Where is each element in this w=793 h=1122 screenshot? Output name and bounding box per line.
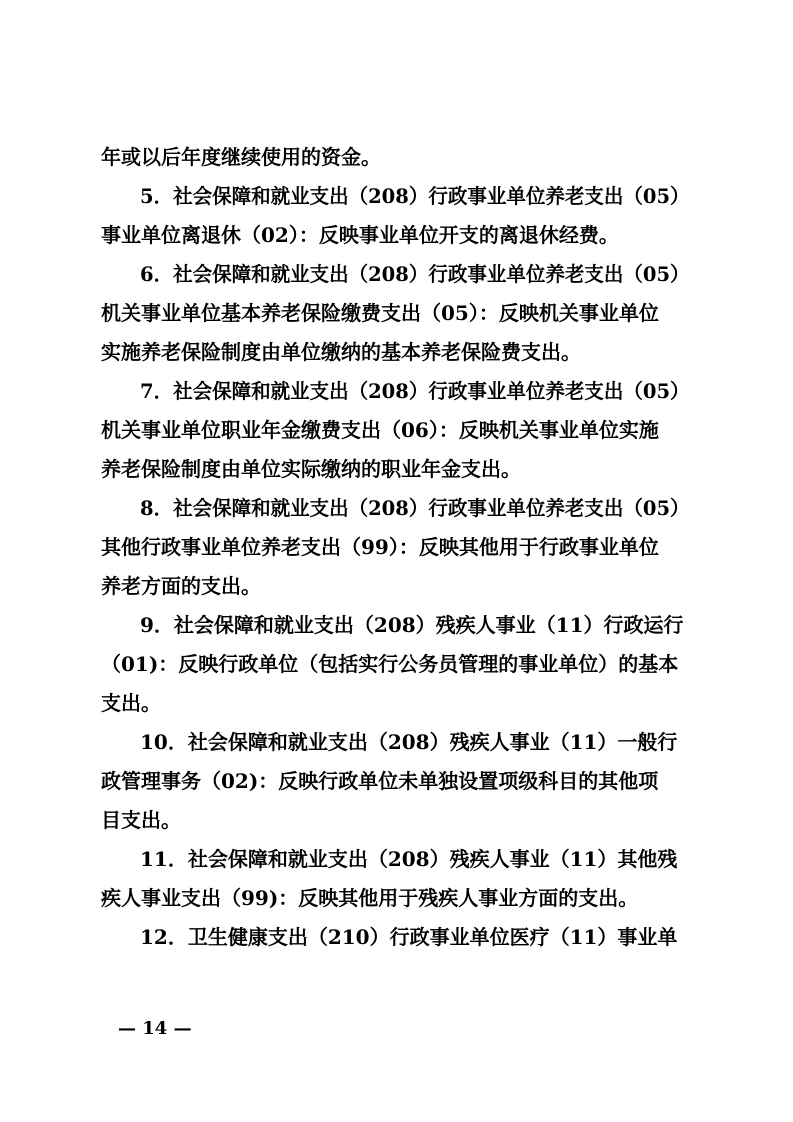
line-text: 事业单位离退休（02）：反映事业单位开支的离退休经费。 [101, 223, 619, 247]
text-line-2 [0, 176, 793, 216]
line-text: 其他行政事业单位养老支出（99）：反映其他用于行政事业单位 [101, 535, 659, 559]
text-line-20 [0, 878, 793, 918]
text-line-9 [0, 449, 793, 489]
line-text: 10．社会保障和就业支出（208）残疾人事业（11）一般行 [140, 730, 678, 754]
line-text: 政管理事务（02)：反映行政单位未单独设置项级科目的其他项 [101, 769, 659, 793]
line-text: 6．社会保障和就业支出（208）行政事业单位养老支出（05） [140, 262, 690, 286]
text-line-15 [0, 683, 793, 723]
line-text: 11．社会保障和就业支出（208）残疾人事业（11）其他残 [140, 847, 678, 871]
line-text: 12．卫生健康支出（210）行政事业单位医疗（11）事业单 [140, 925, 678, 949]
line-text: 8．社会保障和就业支出（208）行政事业单位养老支出（05） [140, 496, 690, 520]
line-text: 5．社会保障和就业支出（208）行政事业单位养老支出（05） [140, 184, 690, 208]
text-line-7 [0, 371, 793, 411]
text-line-4 [0, 254, 793, 294]
text-line-14 [0, 644, 793, 684]
text-line-10 [0, 488, 793, 528]
text-line-17 [0, 761, 793, 801]
text-line-19 [0, 839, 793, 879]
line-text: 疾人事业支出（99)：反映其他用于残疾人事业方面的支出。 [101, 886, 639, 910]
text-line-16 [0, 722, 793, 762]
line-text: 机关事业单位职业年金缴费支出（06）：反映机关事业单位实施 [101, 418, 659, 442]
text-line-3 [0, 215, 793, 255]
text-line-21 [0, 917, 793, 957]
line-text: 支出。 [101, 691, 161, 715]
text-line-5 [0, 293, 793, 333]
text-line-8 [0, 410, 793, 450]
line-text: 9．社会保障和就业支出（208）残疾人事业（11）行政运行 [140, 613, 684, 637]
line-text: 养老方面的支出。 [101, 574, 261, 598]
line-text: 养老保险制度由单位实际缴纳的职业年金支出。 [101, 457, 521, 481]
text-line-18 [0, 800, 793, 840]
line-text: 7．社会保障和就业支出（208）行政事业单位养老支出（05） [140, 379, 690, 403]
text-line-11 [0, 527, 793, 567]
text-line-6 [0, 332, 793, 372]
text-line-1 [0, 137, 793, 177]
line-text: 机关事业单位基本养老保险缴费支出（05）：反映机关事业单位 [101, 301, 659, 325]
line-text: 实施养老保险制度由单位缴纳的基本养老保险费支出。 [101, 340, 581, 364]
line-text: （01)：反映行政单位（包括实行公务员管理的事业单位）的基本 [101, 652, 679, 676]
line-text: 目支出。 [101, 808, 181, 832]
text-line-13 [0, 605, 793, 645]
line-text: 年或以后年度继续使用的资金。 [101, 145, 381, 169]
page-number: — 14 — [118, 1018, 192, 1039]
text-line-12 [0, 566, 793, 606]
